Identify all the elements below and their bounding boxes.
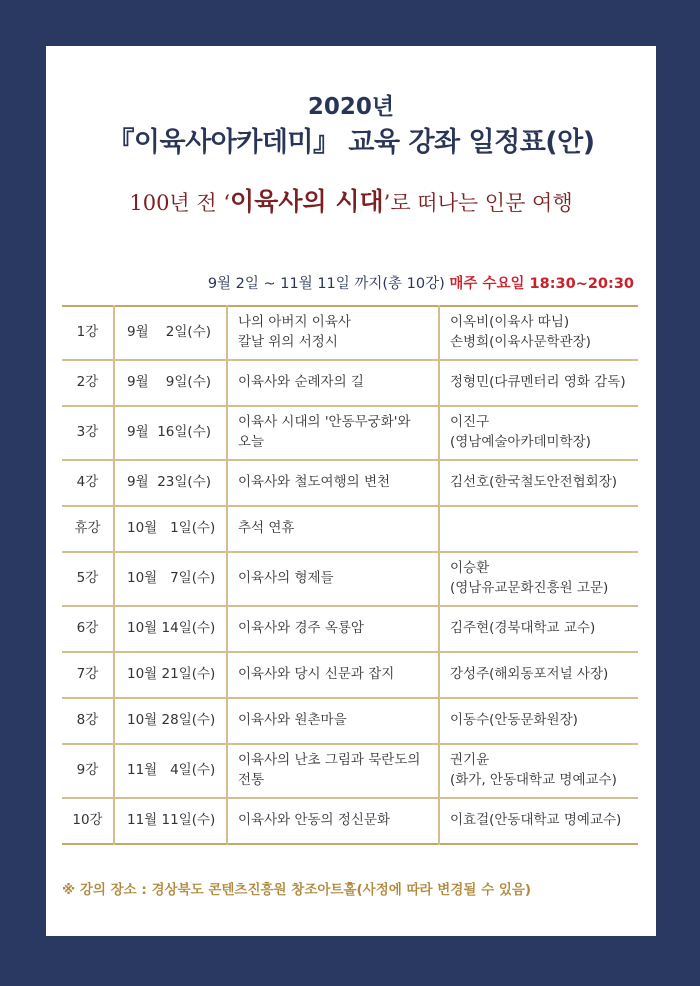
subtitle-suffix: ’로 떠나는 인문 여행 xyxy=(383,191,573,215)
lecturer-line: 김선호(한국철도안전협회장) xyxy=(450,474,618,491)
lecture-topic xyxy=(227,460,439,506)
lecture-date: 9월 16일(수) xyxy=(114,406,227,460)
weekly-time: 매주 수요일 18:30~20:30 xyxy=(449,276,634,292)
lecture-number: 1강 xyxy=(76,324,99,341)
topic-line: 이육사와 철도여행의 변천 xyxy=(238,474,391,491)
topic-line: 이육사와 순례자의 길 xyxy=(238,374,364,391)
lecturer-line: (화가, 안동대학교 명예교수) xyxy=(450,772,617,788)
lecture-date: 9월 2일(수) xyxy=(114,306,227,360)
lecturer xyxy=(439,306,638,360)
lecturer xyxy=(439,360,638,406)
schedule-table-body xyxy=(62,306,638,844)
schedule-table xyxy=(62,305,638,845)
poster-subtitle xyxy=(46,182,656,218)
lecture-number: 10강 xyxy=(62,798,114,844)
lecture-date: 10월 14일(수) xyxy=(114,606,227,652)
lecturer xyxy=(439,698,638,744)
lecturer xyxy=(439,406,638,460)
schedule-row xyxy=(62,460,638,506)
lecturer-line: 김주현(경북대학교 교수) xyxy=(450,620,596,637)
venue-note: ※ 강의 장소 : 경상북도 콘텐츠진흥원 창조아트홀(사정에 따라 변경될 수 있음) xyxy=(62,882,532,898)
topic-line: 이육사와 당시 신문과 잡지 xyxy=(238,666,395,683)
lecture-date: 10월 7일(수) xyxy=(114,552,227,606)
schedule-row xyxy=(62,552,638,606)
lecture-topic xyxy=(227,606,439,652)
lecture-date: 11월 4일(수) xyxy=(114,744,227,798)
lecture-date: 9월 9일(수) xyxy=(114,360,227,406)
topic-line: 나의 아버지 이육사 xyxy=(238,314,351,331)
lecturer-line: 정형민(다큐멘터리 영화 감독) xyxy=(450,374,626,391)
lecture-number: 휴강 xyxy=(62,506,114,552)
lecture-number: 7강 xyxy=(62,652,114,698)
schedule-row xyxy=(62,744,638,798)
lecturer-line: (영남유교문화진흥원 고문) xyxy=(450,580,609,596)
schedule-row xyxy=(62,698,638,744)
lecture-topic xyxy=(227,652,439,698)
lecturer-line: 이진구 xyxy=(450,414,490,431)
schedule-row xyxy=(62,406,638,460)
subtitle-prefix: 100년 전 ‘ xyxy=(129,191,231,215)
topic-line: 오늘 xyxy=(238,434,265,450)
schedule-row xyxy=(62,306,638,360)
schedule-row xyxy=(62,652,638,698)
schedule-poster xyxy=(46,46,656,936)
topic-line: 이육사의 형제들 xyxy=(238,570,334,587)
subtitle-emphasis: 이육사의 시대 xyxy=(230,187,384,216)
schedule-row xyxy=(62,360,638,406)
lecturer xyxy=(439,798,638,844)
topic-line: 칼날 위의 서정시 xyxy=(238,334,338,350)
lecture-topic xyxy=(227,698,439,744)
lecture-number: 2강 xyxy=(62,360,114,406)
schedule-row xyxy=(62,798,638,844)
topic-line: 이육사와 원촌마을 xyxy=(238,712,347,729)
lecturer xyxy=(439,460,638,506)
topic-line: 이육사의 난초 그림과 묵란도의 xyxy=(238,752,421,769)
lecture-topic xyxy=(227,506,439,552)
lecture-topic xyxy=(227,306,439,360)
topic-line: 추석 연휴 xyxy=(238,520,295,537)
lecturer-line: 이동수(안동문화원장) xyxy=(450,712,578,729)
lecture-date: 9월 23일(수) xyxy=(114,460,227,506)
lecturer xyxy=(439,552,638,606)
lecturer xyxy=(439,606,638,652)
topic-line: 이육사와 경주 옥룡암 xyxy=(238,620,364,637)
poster-title: 『이육사아카데미』 교육 강좌 일정표(안) xyxy=(107,127,595,158)
lecturer-line: 이효걸(안동대학교 명예교수) xyxy=(450,812,622,829)
topic-line: 이육사와 안동의 정신문화 xyxy=(238,812,391,829)
lecturer xyxy=(439,744,638,798)
lecture-date: 10월 21일(수) xyxy=(114,652,227,698)
lecturer xyxy=(439,506,638,552)
topic-line: 이육사 시대의 '안동무궁화'와 xyxy=(238,414,411,431)
schedule-row xyxy=(62,606,638,652)
lecture-topic xyxy=(227,552,439,606)
course-period xyxy=(208,272,634,293)
lecturer xyxy=(439,652,638,698)
lecture-topic xyxy=(227,406,439,460)
topic-line: 전통 xyxy=(238,772,265,788)
lecture-topic xyxy=(227,360,439,406)
lecturer-line: 강성주(해외동포저널 사장) xyxy=(450,666,609,683)
lecturer-line: 이승환 xyxy=(450,560,490,577)
poster-year: 2020년 xyxy=(307,94,395,120)
lecture-date: 11월 11일(수) xyxy=(114,798,227,844)
lecturer-line: 손병희(이육사문학관장) xyxy=(450,334,591,350)
lecture-date: 10월 1일(수) xyxy=(114,506,227,552)
lecture-number: 6강 xyxy=(62,606,114,652)
schedule-row xyxy=(62,506,638,552)
lecturer-line: 권기윤 xyxy=(450,752,490,769)
lecture-number: 4강 xyxy=(62,460,114,506)
lecturer-line: (영남예술아카데미학장) xyxy=(450,434,591,450)
lecture-topic xyxy=(227,744,439,798)
lecturer-line: 이옥비(이육사 따님) xyxy=(450,314,570,331)
lecture-number: 5강 xyxy=(62,552,114,606)
lecture-number: 9강 xyxy=(62,744,114,798)
lecture-number: 8강 xyxy=(62,698,114,744)
lecture-topic xyxy=(227,798,439,844)
lecture-date: 10월 28일(수) xyxy=(114,698,227,744)
period-range: 9월 2일 ~ 11월 11일 까지(총 10강) xyxy=(207,276,445,292)
lecture-number: 3강 xyxy=(62,406,114,460)
